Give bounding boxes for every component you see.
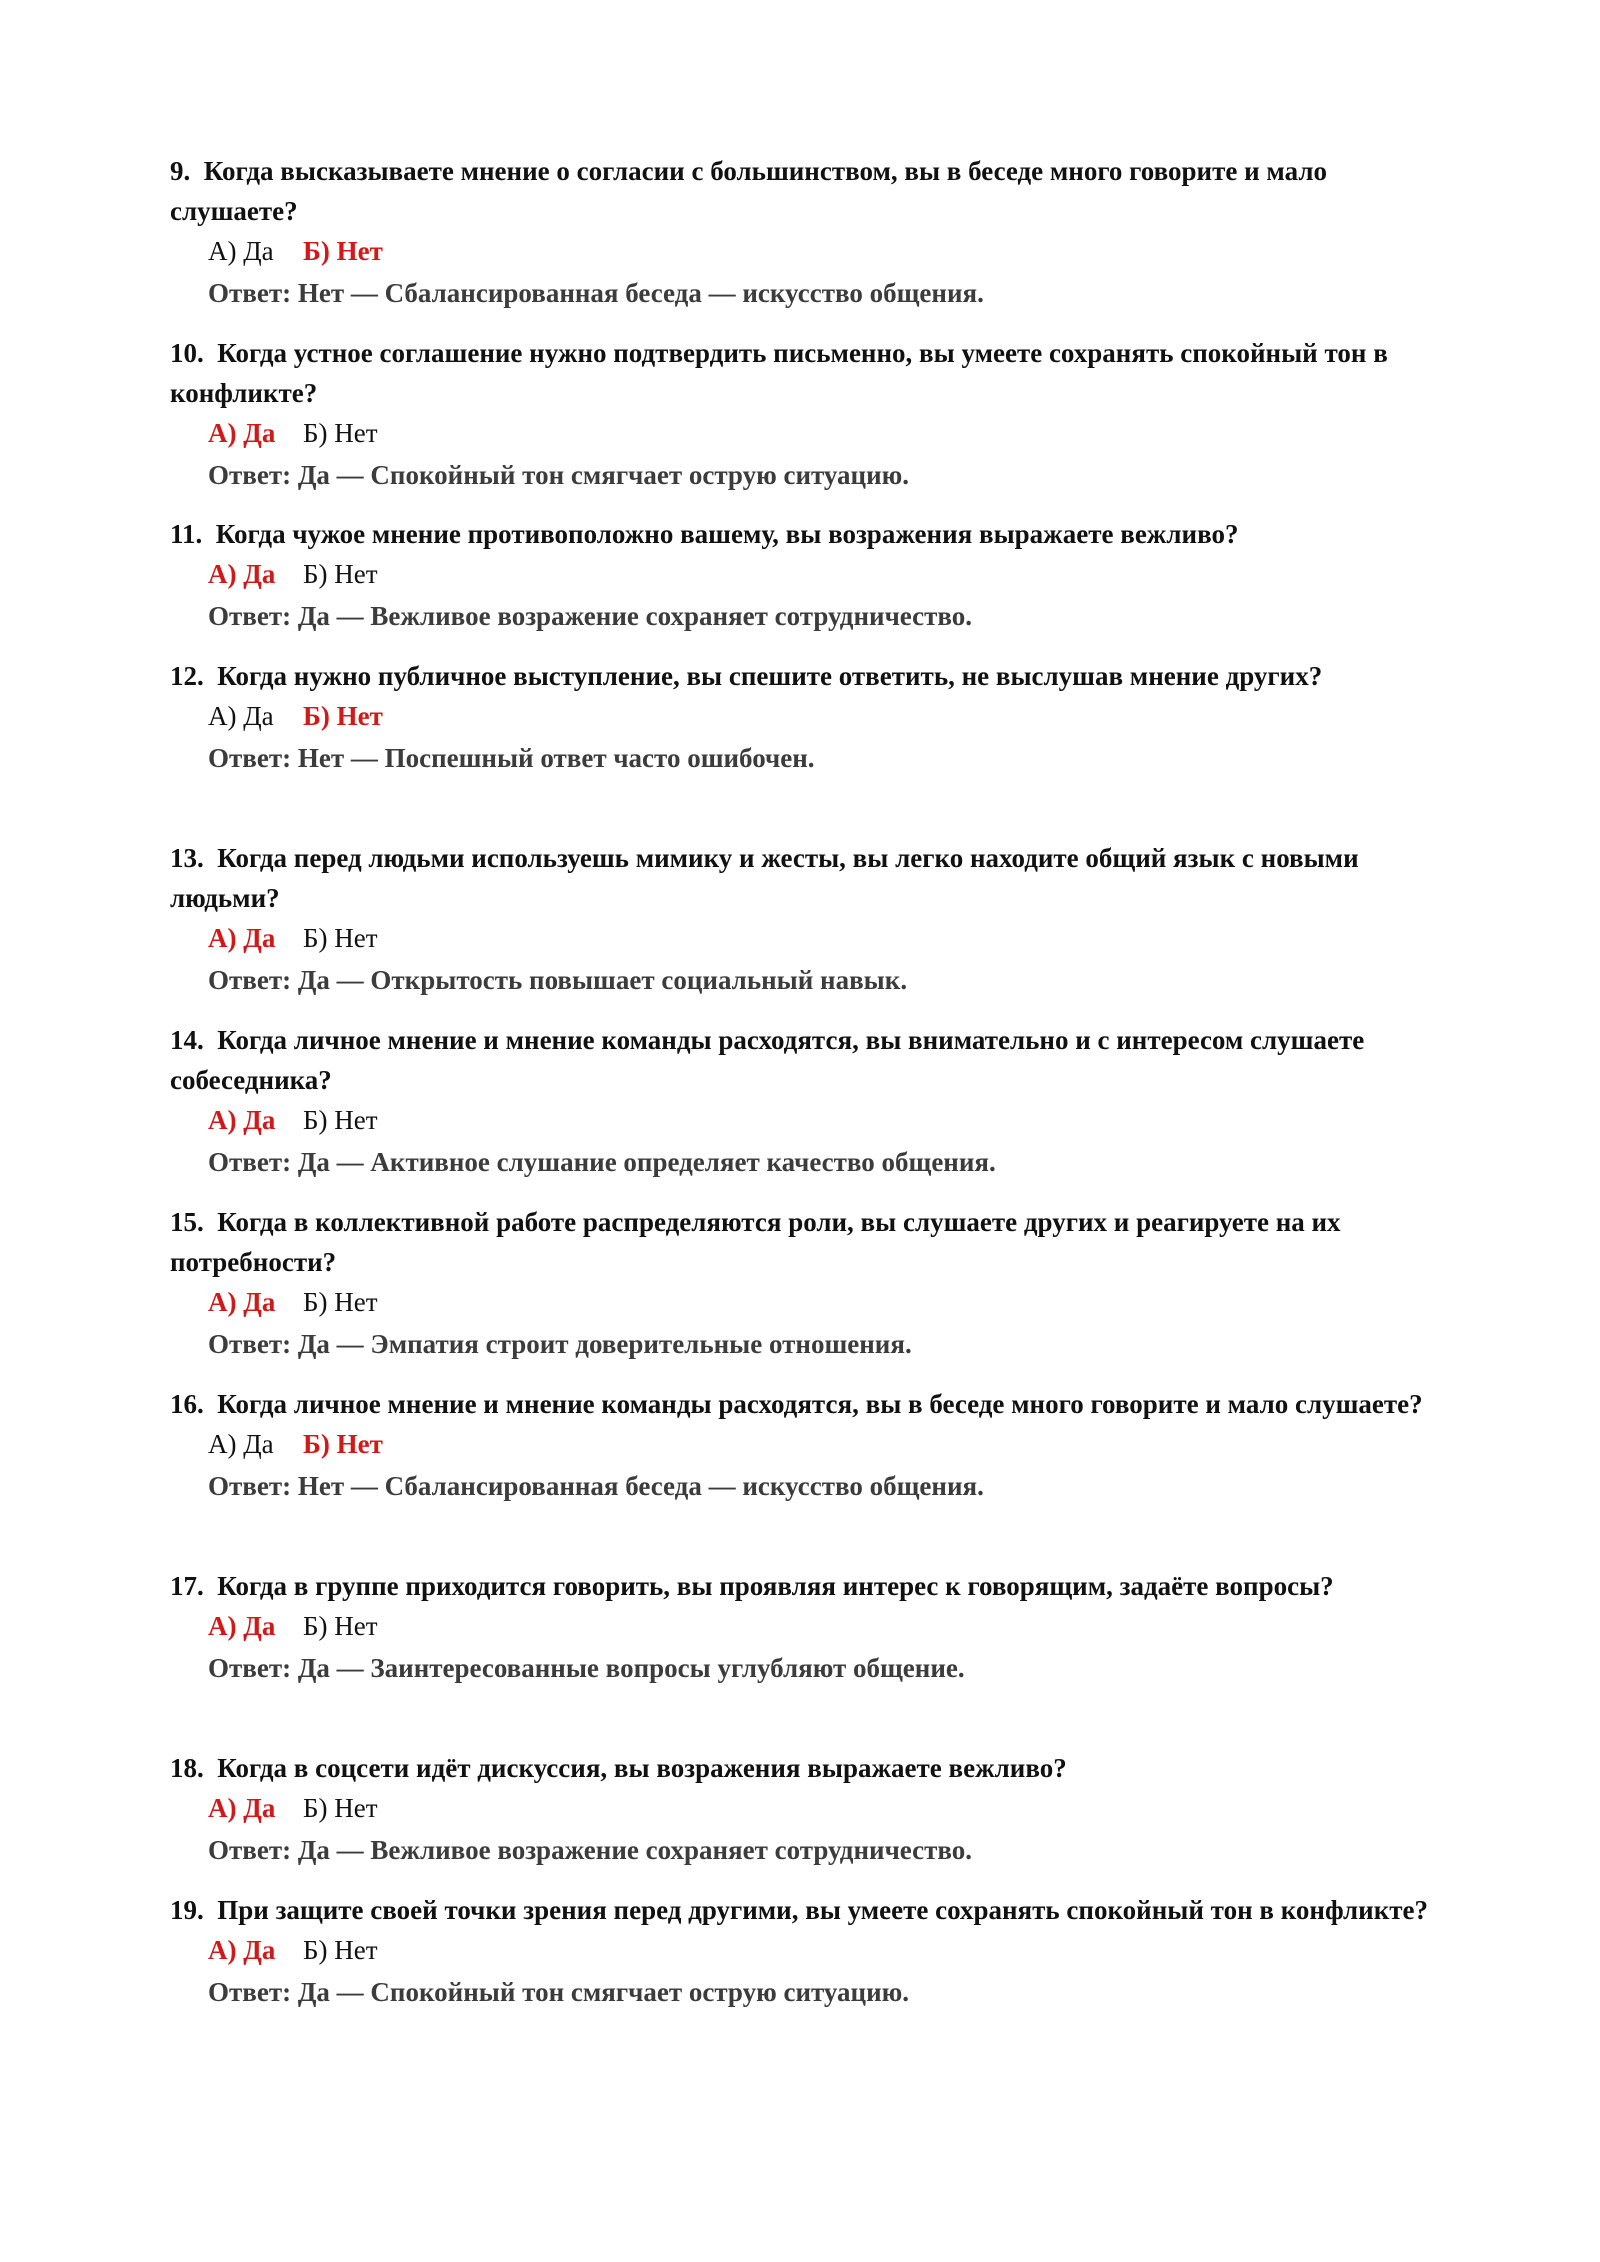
option-a: А) Да <box>208 559 276 589</box>
answer-options <box>208 231 1450 273</box>
option-a: А) Да <box>208 236 274 266</box>
question-text: 11. Когда чужое мнение противоположно вашему, вы возражения выражаете вежливо? <box>170 519 1239 549</box>
answer-options <box>208 918 1450 960</box>
answer-options <box>208 1788 1450 1830</box>
option-b: Б) Нет <box>303 1935 378 1965</box>
question-text: 10. Когда устное соглашение нужно подтвердить письменно, вы умеете сохранять спокойный тон в конфликте? <box>170 338 1388 408</box>
question-text: 16. Когда личное мнение и мнение команды расходятся, вы в беседе много говорите и мало слушаете? <box>170 1389 1423 1419</box>
answer-explanation: Ответ: Да — Вежливое возражение сохраняет сотрудничество. <box>208 601 973 631</box>
option-a: А) Да <box>208 1935 276 1965</box>
answer-options <box>208 554 1450 596</box>
question-9 <box>170 151 1450 313</box>
option-a: А) Да <box>208 1287 276 1317</box>
option-b: Б) Нет <box>303 1105 378 1135</box>
question-13 <box>170 838 1450 1000</box>
option-b: Б) Нет <box>303 701 383 731</box>
question-10 <box>170 333 1450 495</box>
answer-explanation: Ответ: Да — Активное слушание определяет качество общения. <box>208 1147 996 1177</box>
option-b: Б) Нет <box>303 1611 378 1641</box>
option-b: Б) Нет <box>303 418 378 448</box>
question-text: 17. Когда в группе приходится говорить, вы проявляя интерес к говорящим, задаёте вопросы? <box>170 1571 1334 1601</box>
question-text: 14. Когда личное мнение и мнение команды расходятся, вы внимательно и с интересом слушаете собеседника? <box>170 1025 1365 1095</box>
answer-explanation: Ответ: Нет — Сбалансированная беседа — искусство общения. <box>208 1471 984 1501</box>
answer-explanation: Ответ: Да — Спокойный тон смягчает острую ситуацию. <box>208 1977 910 2007</box>
answer-explanation: Ответ: Нет — Поспешный ответ часто ошибочен. <box>208 743 815 773</box>
question-text: 13. Когда перед людьми используешь мимику и жесты, вы легко находите общий язык с новыми людьми? <box>170 843 1359 913</box>
question-text: 18. Когда в соцсети идёт дискуссия, вы возражения выражаете вежливо? <box>170 1753 1067 1783</box>
answer-options <box>208 1930 1450 1972</box>
answer-explanation: Ответ: Да — Эмпатия строит доверительные отношения. <box>208 1329 912 1359</box>
question-text: 15. Когда в коллективной работе распределяются роли, вы слушаете других и реагируете на их потребности? <box>170 1207 1341 1277</box>
question-18 <box>170 1748 1450 1870</box>
answer-options <box>208 1100 1450 1142</box>
answer-explanation: Ответ: Нет — Сбалансированная беседа — искусство общения. <box>208 278 984 308</box>
question-19 <box>170 1890 1450 2012</box>
answer-explanation: Ответ: Да — Открытость повышает социальный навык. <box>208 965 908 995</box>
question-14 <box>170 1020 1450 1182</box>
option-a: А) Да <box>208 418 276 448</box>
answer-options <box>208 413 1450 455</box>
option-a: А) Да <box>208 701 274 731</box>
option-b: Б) Нет <box>303 236 383 266</box>
option-b: Б) Нет <box>303 1429 383 1459</box>
option-b: Б) Нет <box>303 1793 378 1823</box>
question-text: 12. Когда нужно публичное выступление, вы спешите ответить, не выслушав мнение других? <box>170 661 1323 691</box>
answer-options <box>208 1282 1450 1324</box>
option-a: А) Да <box>208 1105 276 1135</box>
answer-options <box>208 696 1450 738</box>
question-15 <box>170 1202 1450 1364</box>
option-b: Б) Нет <box>303 559 378 589</box>
question-11 <box>170 514 1450 636</box>
option-a: А) Да <box>208 1793 276 1823</box>
question-text: 19. При защите своей точки зрения перед другими, вы умеете сохранять спокойный тон в конфликте? <box>170 1895 1428 1925</box>
answer-options <box>208 1424 1450 1466</box>
question-16 <box>170 1384 1450 1506</box>
answer-explanation: Ответ: Да — Заинтересованные вопросы углубляют общение. <box>208 1653 965 1683</box>
answer-options <box>208 1606 1450 1648</box>
option-b: Б) Нет <box>303 1287 378 1317</box>
question-17 <box>170 1566 1450 1688</box>
option-a: А) Да <box>208 923 276 953</box>
option-a: А) Да <box>208 1611 276 1641</box>
question-12 <box>170 656 1450 778</box>
option-b: Б) Нет <box>303 923 378 953</box>
question-text: 9. Когда высказываете мнение о согласии с большинством, вы в беседе много говорите и мало слушаете? <box>170 156 1327 226</box>
answer-explanation: Ответ: Да — Вежливое возражение сохраняет сотрудничество. <box>208 1835 973 1865</box>
answer-explanation: Ответ: Да — Спокойный тон смягчает острую ситуацию. <box>208 460 910 490</box>
option-a: А) Да <box>208 1429 274 1459</box>
